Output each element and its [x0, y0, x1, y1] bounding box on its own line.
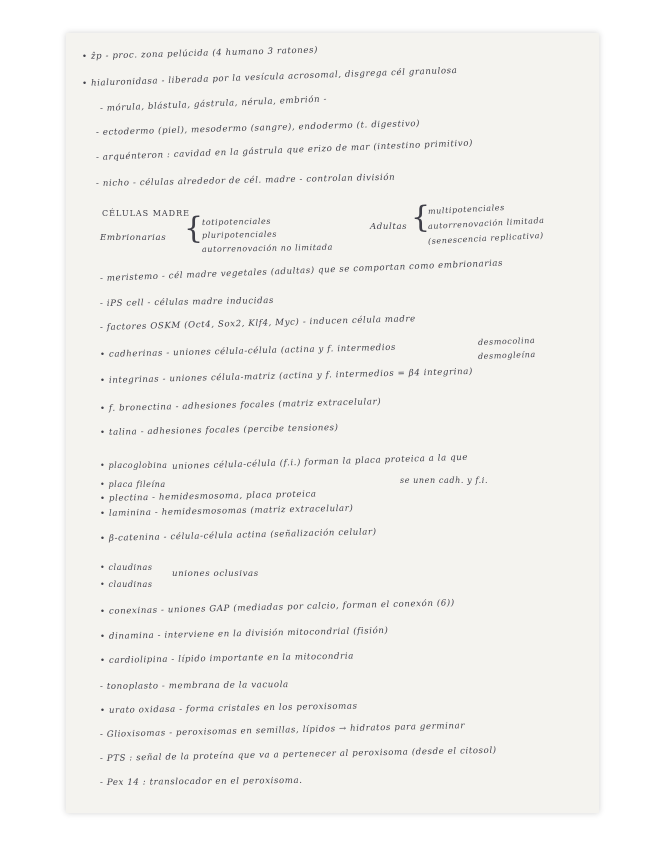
- adultas-label: Adultas: [370, 222, 408, 232]
- note-line-integrinas: • integrinas - uniones célula-matriz (actina y f. intermedios = β4 integrina): [99, 366, 474, 386]
- note-line-plectina: • plectina - hemidesmosoma, placa proteica: [99, 489, 317, 504]
- note-line-meristemo: - meristemo - cél madre vegetales (adultas) que se comportan como embrionarias: [99, 258, 504, 284]
- adultas-brace: {: [411, 200, 431, 235]
- note-line-arquenteron: - arquénteron : cavidad en la gástrula que erizo de mar (intestino primitivo): [95, 138, 474, 163]
- celulas-madre-title: CÉLULAS MADRE: [102, 209, 190, 218]
- adultas-item-3: (senescencia replicativa): [427, 230, 544, 246]
- note-line-dinamina: • dinamina - interviene en la división mitocondrial (fisión): [99, 625, 389, 642]
- adultas-item-1: multipotenciales: [427, 202, 506, 216]
- note-claudinas-1: • claudinas: [100, 563, 153, 572]
- adultas-item-2: autorrenovación limitada: [427, 215, 545, 231]
- note-line-hialuronidasa: • hialuronidasa - liberada por la vesícula acrosomal, disgrega cél granulosa: [81, 65, 458, 89]
- note-line-glioxisomas: - Glioxisomas - peroxisomas en semillas, lípidos → hidratos para germinar: [99, 721, 466, 740]
- embrionarias-label: Embrionarias: [100, 233, 167, 243]
- note-line-beta-catenina: • β-catenina - célula-célula actina (señalización celular): [99, 527, 377, 544]
- note-placa-fileina: • placa fileína: [100, 480, 166, 489]
- note-desmocolina: desmocolina: [477, 336, 536, 347]
- note-desmogleina: desmogleína: [477, 349, 536, 361]
- note-line-talina: • talina - adhesiones focales (percibe tensiones): [99, 423, 339, 438]
- note-line-laminina: • laminina - hemidesmosomas (matriz extracelular): [99, 503, 354, 519]
- embrionarias-brace: {: [184, 211, 204, 246]
- note-line-zp: • ẑp - proc. zona pelúcida (4 humano 3 ratones): [81, 45, 319, 62]
- note-line-pex14: - Pex 14 : translocador en el peroxisoma.: [99, 775, 303, 788]
- embrionarias-item-1: totipotenciales: [201, 216, 272, 227]
- note-line-nicho: - nicho - células alrededor de cél. madre - controlan división: [95, 172, 396, 189]
- embrionarias-item-3: autorrenovación no limitada: [201, 242, 334, 254]
- note-line-pts: - PTS : señal de la proteína que va a pertenecer al peroxisoma (desde el citosol): [99, 745, 497, 764]
- note-line-cadherinas: • cadherinas - uniones célula-célula (actina y f. intermedios: [99, 342, 397, 360]
- note-claudinas-2: • claudinas: [100, 580, 153, 589]
- note-line-factores: - factores OSKM (Oct4, Sox2, Klf4, Myc) - inducen célula madre: [99, 314, 416, 333]
- note-line-conexinas: • conexinas - uniones GAP (mediadas por calcio, forman el conexón (6)): [99, 598, 455, 617]
- note-uniones-fi: uniones célula-célula (f.i.) forman la placa proteica a la que: [171, 452, 469, 472]
- note-uniones-oclusivas: uniones oclusivas: [172, 569, 259, 579]
- embrionarias-item-2: pluripotenciales: [201, 229, 278, 240]
- note-line-ips: - iPS cell - células madre inducidas: [99, 295, 275, 309]
- note-line-fibronectina: • f. bronectina - adhesiones focales (matriz extracelular): [99, 397, 382, 414]
- note-placoglobina: • placoglobina: [100, 461, 168, 470]
- note-se-unen: se unen cadh. y f.i.: [400, 476, 489, 485]
- note-line-tonoplasto: - tonoplasto - membrana de la vacuola: [99, 680, 289, 692]
- note-line-morula: - mórula, blástula, gástrula, nérula, embrión -: [99, 94, 328, 114]
- note-line-cardiolipina: • cardiolipina - lípido importante en la mitocondria: [99, 651, 355, 666]
- note-line-urato-oxidasa: • urato oxidasa - forma cristales en los peroxisomas: [99, 701, 358, 716]
- note-line-ectodermo: - ectodermo (piel), mesodermo (sangre), endodermo (t. digestivo): [95, 118, 421, 138]
